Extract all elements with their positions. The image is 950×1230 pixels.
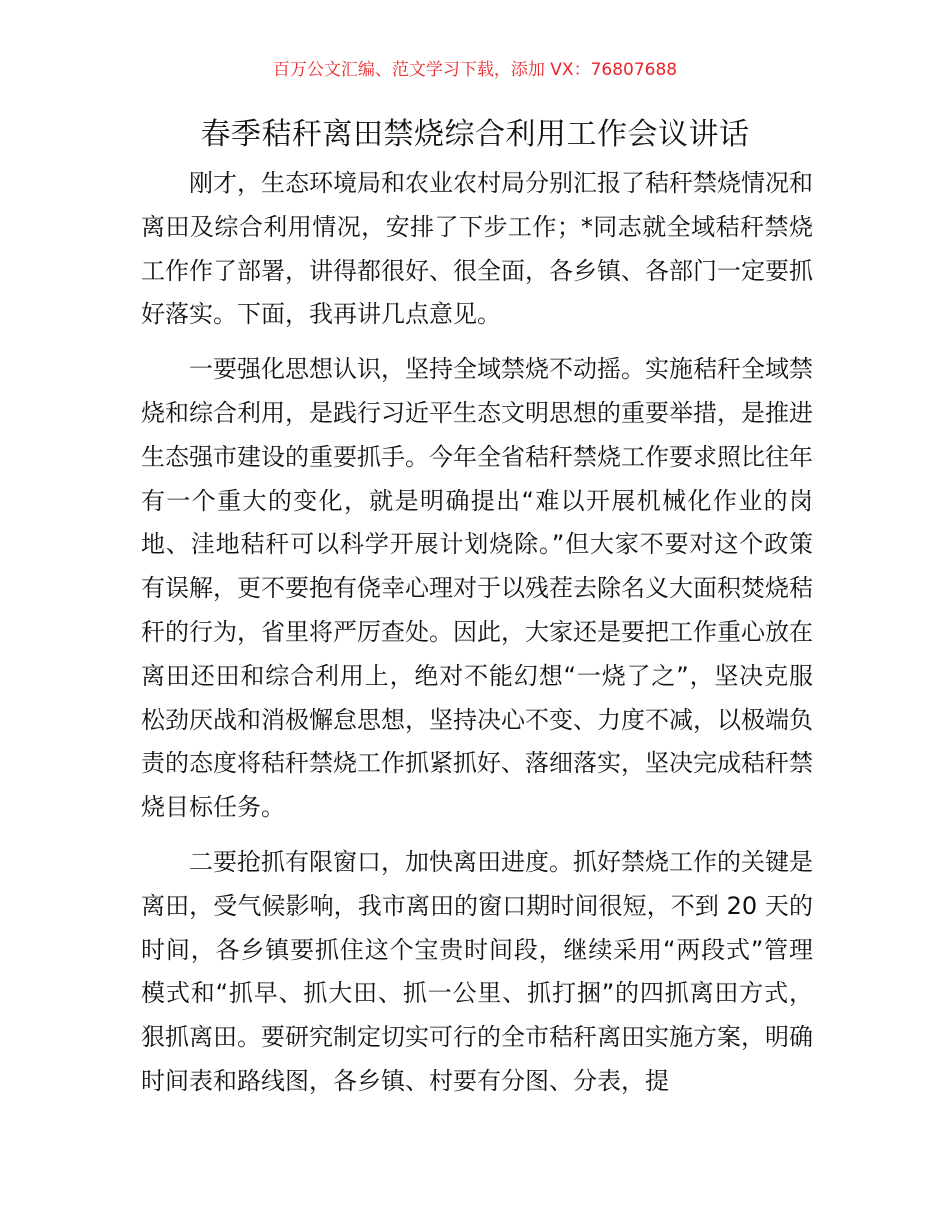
paragraph-intro: 刚才，生态环境局和农业农村局分别汇报了秸秆禁烧情况和离田及综合利用情况，安排了下步工作；*同志就全域秸秆禁烧工作作了部署，讲得都很好、很全面，各乡镇、各部门一定要抓好落实。下面，我再讲几点意见。 <box>141 169 813 329</box>
document-title: 春季秸秆离田禁烧综合利用工作会议讲话 <box>200 117 750 152</box>
document-body <box>141 162 813 1115</box>
header-banner: 百万公文汇编、范文学习下载，添加 VX：76807688 <box>272 60 678 80</box>
paragraph-point-two: 二要抢抓有限窗口，加快离田进度。抓好禁烧工作的关键是离田，受气候影响，我市离田的窗口期时间很短，不到 20 天的时间，各乡镇要抓住这个宝贵时间段，继续采用“两段式”管理模式和“抓早、抓大田、抓一公里、抓打捆”的四抓离田方式，狠抓离田。要研究制定切实可行的全市秸秆离田实施方案，明确时间表和路线图，各乡镇、村要有分图、分表，提 <box>141 847 813 1095</box>
paragraph-point-one: 一要强化思想认识，坚持全域禁烧不动摇。实施秸秆全域禁烧和综合利用，是践行习近平生态文明思想的重要举措，是推进生态强市建设的重要抓手。今年全省秸秆禁烧工作要求照比往年有一个重大的变化，就是明确提出“难以开展机械化作业的岗地、洼地秸秆可以科学开展计划烧除。”但大家不要对这个政策有误解，更不要抱有侥幸心理对于以残茬去除名义大面积焚烧秸秆的行为，省里将严厉查处。因此，大家还是要把工作重心放在离田还田和综合利用上，绝对不能幻想“一烧了之”，坚决克服松劲厌战和消极懈怠思想，坚持决心不变、力度不减，以极端负责的态度将秸秆禁烧工作抓紧抓好、落细落实，坚决完成秸秆禁烧目标任务。 <box>141 355 813 822</box>
